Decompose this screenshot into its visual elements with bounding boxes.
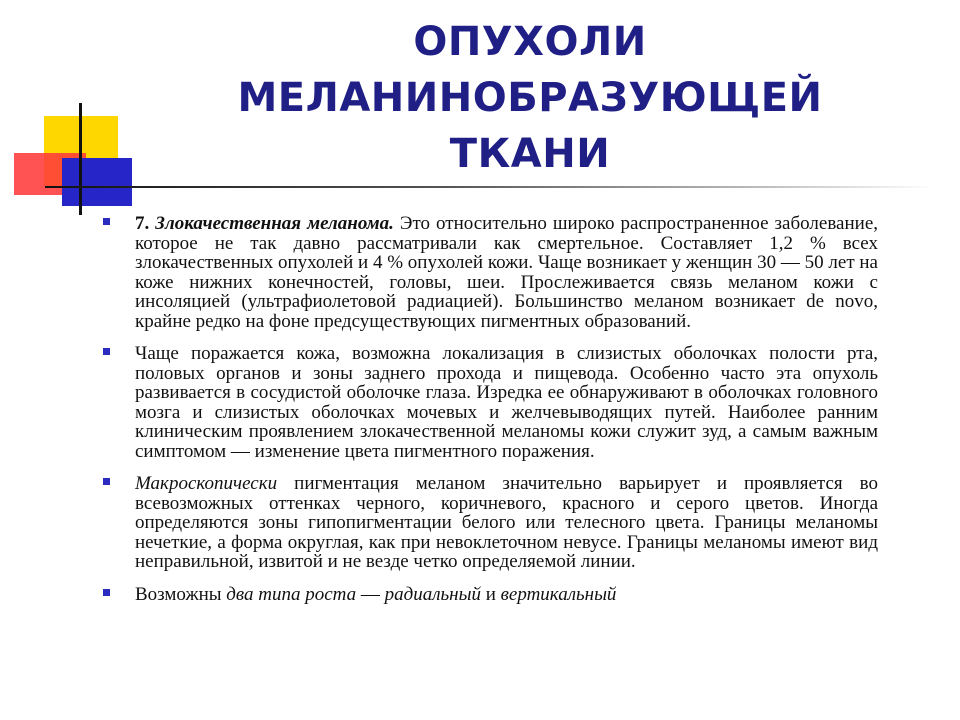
item-separator: — xyxy=(356,583,385,605)
item-term: Злокачественная меланома. xyxy=(155,213,394,234)
item-text: Это относительно широко распространенное заболевание, которое не так давно рассматривали как смертельное. Составляет 1,2 % всех злокачественных опухолей и 4 % опухолей кожи. Чаще возникает у женщин 30 — 50 лет на коже нижних конечностей, головы, шеи. Прослеживается связь меланом кожи с инсоляцией (ультрафиолетовой радиацией). Большинство меланом возникает de novo, крайне редко на фоне предсуществующих пигментных образований. xyxy=(135,213,878,332)
bullet-square-icon xyxy=(103,348,110,355)
item-lead: Возможны xyxy=(135,583,227,605)
decor-vertical-line xyxy=(79,103,82,215)
title-line-2: МЕЛАНИНОБРАЗУЮЩЕЙ xyxy=(237,75,823,121)
bullet-item-localization xyxy=(100,344,878,461)
decor-horizontal-line xyxy=(45,186,935,188)
decor-blue-square xyxy=(62,158,132,206)
item-text: Чаще поражается кожа, возможна локализация в слизистых оболочках полости рта, половых органов и зоны заднего прохода и пищевода. Особенно часто эта опухоль развивается в сосудистой оболочке глаза. Изредка ее обнаруживают в оболочках головного мозга и слизистых оболочках мочевых и желчевыводящих путей. Наиболее ранним клиническим проявлением злокачественной меланомы кожи служит зуд, а самым важным симптомом — изменение цвета пигментного поражения. xyxy=(135,343,878,462)
bullet-square-icon xyxy=(103,218,110,225)
item-term-radial: радиальный xyxy=(384,583,481,605)
title-line-3: ТКАНИ xyxy=(449,131,611,177)
title-line-1: ОПУХОЛИ xyxy=(413,19,647,65)
bullet-square-icon xyxy=(103,589,110,596)
bullet-item-melanoma xyxy=(100,214,878,331)
item-term-vertical: вертикальный xyxy=(500,583,617,605)
bullet-item-macroscopic xyxy=(100,474,878,572)
bullet-square-icon xyxy=(103,478,110,485)
slide-title xyxy=(150,14,910,182)
item-term-growth: два типа роста xyxy=(226,583,357,605)
bullet-item-growth-types xyxy=(100,585,878,605)
item-number: 7. xyxy=(135,213,150,234)
slide-body xyxy=(100,214,878,617)
item-text: пигментация меланом значительно варьирует и проявляется во всевозможных оттенках черного, коричневого, красного и серого цветов. Иногда определяются зоны гипопигментации белого или телесного цвета. Границы меланомы нечеткие, а форма округлая, как при невоклеточном невусе. Границы меланомы имеют вид неправильной, извитой и не везде четко определяемой линии. xyxy=(135,473,878,572)
item-lead: Макроскопически xyxy=(135,473,278,494)
item-and: и xyxy=(480,583,501,605)
